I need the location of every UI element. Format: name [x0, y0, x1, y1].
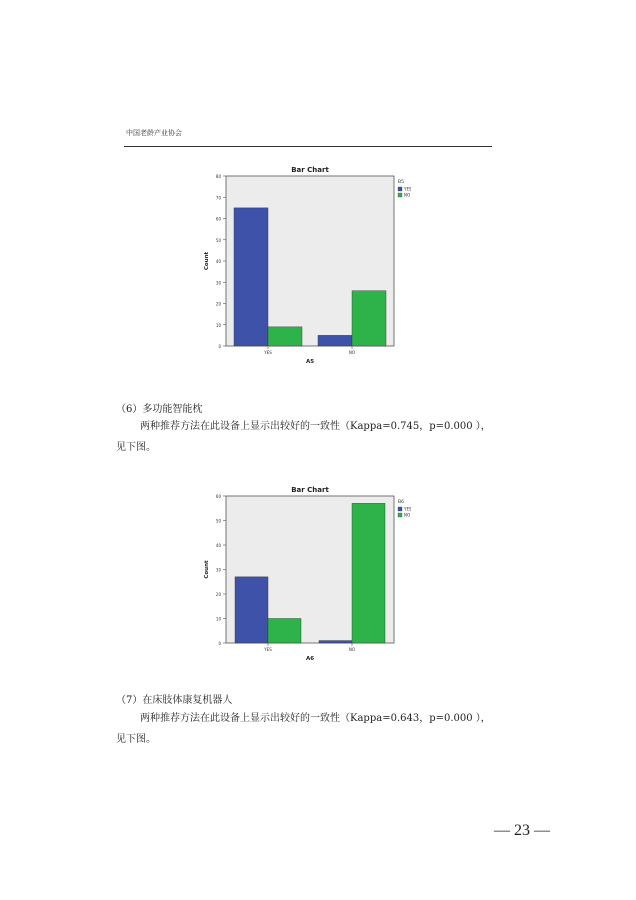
- y-tick-label: 60: [215, 494, 221, 499]
- y-tick-label: 10: [215, 616, 221, 622]
- bar-yes-yes: [235, 577, 268, 643]
- section-7-heading: （7）在床肢体康复机器人: [116, 695, 233, 706]
- y-tick-label: 80: [215, 174, 221, 179]
- section-7-paragraph-line2: 见下图。: [116, 734, 156, 745]
- legend-title: B6: [398, 500, 404, 505]
- section-6-paragraph-line2: 见下图。: [116, 442, 156, 453]
- section-7-paragraph-line1: 两种推荐方法在此设备上显示出较好的一致性（Kappa=0.643，p=0.000 ），: [140, 713, 491, 724]
- legend-label-yes: YES: [404, 506, 411, 512]
- bar-no-yes: [268, 619, 301, 644]
- y-axis-label: Count: [204, 251, 210, 271]
- page-number: — 23 —: [494, 822, 550, 839]
- legend-swatch-no: [398, 193, 402, 197]
- chart-title: Bar Chart: [291, 166, 329, 174]
- legend-label-no: NO: [404, 192, 411, 198]
- x-tick-label: YES: [264, 647, 272, 652]
- y-tick-label: 0: [218, 641, 221, 646]
- legend-swatch-no: [398, 513, 402, 517]
- section-6-heading: （6）多功能智能枕: [116, 404, 203, 415]
- section-6-paragraph-line1: 两种推荐方法在此设备上显示出较好的一致性（Kappa=0.745，p=0.000 ），: [140, 421, 491, 432]
- y-tick-label: 60: [215, 216, 221, 222]
- y-tick-label: 50: [215, 237, 221, 243]
- x-tick-label: NO: [348, 350, 356, 355]
- y-tick-label: 70: [215, 195, 221, 201]
- y-tick-label: 0: [218, 344, 221, 349]
- y-tick-label: 40: [215, 259, 221, 264]
- legend-label-no: NO: [404, 512, 411, 518]
- bar-no-yes: [268, 327, 302, 346]
- chart-1: [196, 160, 411, 378]
- legend-swatch-yes: [398, 507, 402, 511]
- x-axis-label: A5: [305, 359, 315, 365]
- legend-swatch-yes: [398, 187, 402, 191]
- header-divider: [124, 146, 492, 147]
- bar-no-no: [352, 503, 385, 643]
- chart-title: Bar Chart: [291, 486, 329, 494]
- chart-2: [196, 483, 411, 663]
- y-tick-label: 10: [215, 322, 221, 328]
- bar-yes-yes: [234, 208, 268, 346]
- header-org: 中国老龄产业协会: [126, 129, 182, 137]
- bar-chart-1: [196, 160, 411, 378]
- y-tick-label: 50: [215, 518, 221, 524]
- y-tick-label: 20: [215, 301, 221, 307]
- bar-yes-no: [319, 641, 352, 643]
- x-tick-label: NO: [348, 647, 356, 652]
- legend-label-yes: YES: [404, 186, 411, 192]
- bar-yes-no: [318, 335, 352, 346]
- legend-title: B5: [398, 180, 404, 185]
- bar-chart-2: [196, 483, 411, 663]
- y-tick-label: 30: [215, 567, 221, 573]
- y-tick-label: 40: [215, 543, 221, 548]
- y-tick-label: 20: [215, 592, 221, 597]
- bar-no-no: [352, 291, 386, 346]
- x-tick-label: YES: [264, 350, 272, 355]
- y-axis-label: Count: [204, 560, 210, 579]
- x-axis-label: A6: [305, 656, 315, 662]
- y-tick-label: 30: [215, 280, 221, 286]
